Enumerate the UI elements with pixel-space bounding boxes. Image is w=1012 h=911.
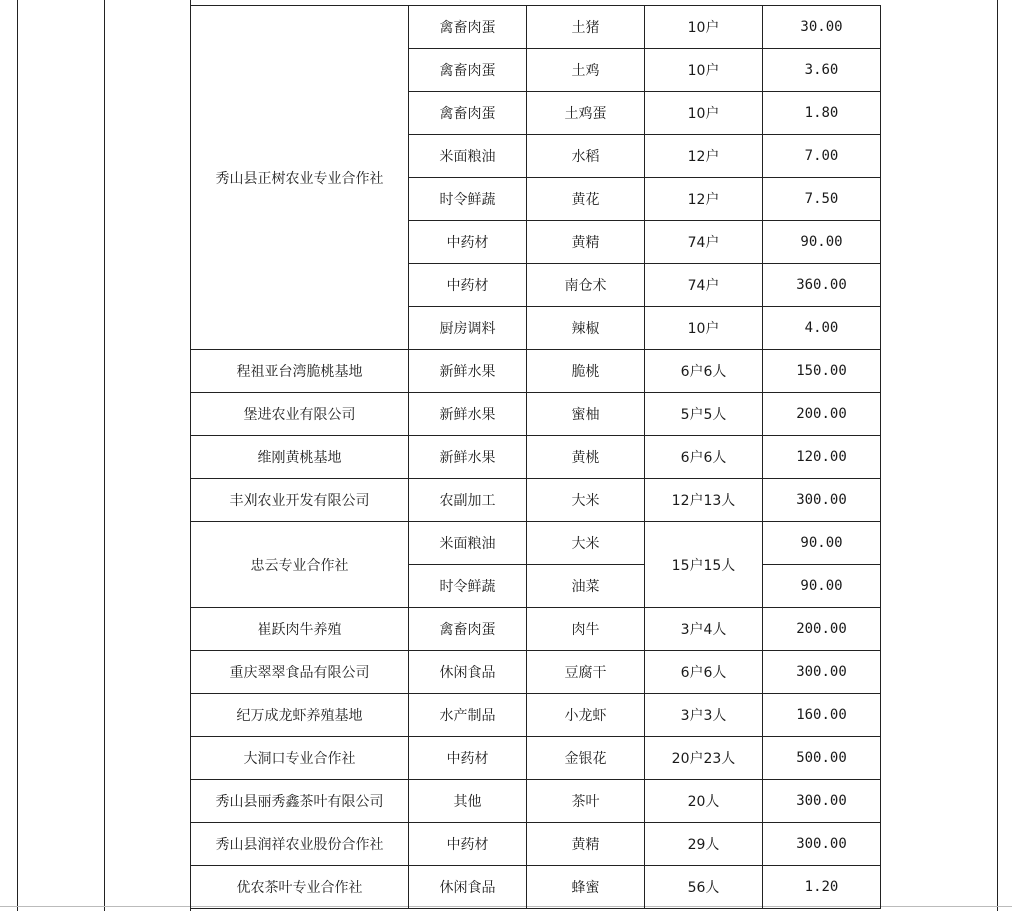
amount-cell: 1.20 [763,866,881,909]
households-cell: 6户6人 [645,350,763,393]
amount-cell: 90.00 [763,565,881,608]
product-cell: 油菜 [527,565,645,608]
amount-cell: 200.00 [763,393,881,436]
amount-cell: 7.50 [763,178,881,221]
table-row [191,436,881,479]
households-cell: 10户 [645,92,763,135]
amount-cell: 120.00 [763,436,881,479]
product-cell: 蜜柚 [527,393,645,436]
product-cell: 金银花 [527,737,645,780]
category-cell: 新鲜水果 [409,393,527,436]
product-cell: 南仓术 [527,264,645,307]
product-cell: 黄精 [527,823,645,866]
column-divider-1 [104,0,105,911]
product-cell: 黄桃 [527,436,645,479]
households-cell: 3户3人 [645,694,763,737]
amount-cell: 7.00 [763,135,881,178]
enterprise-name-cell: 纪万成龙虾养殖基地 [191,694,409,737]
product-cell: 豆腐干 [527,651,645,694]
product-cell: 脆桃 [527,350,645,393]
category-cell: 中药材 [409,221,527,264]
amount-cell: 360.00 [763,264,881,307]
table-row [191,823,881,866]
households-cell: 74户 [645,264,763,307]
households-cell: 10户 [645,6,763,49]
enterprise-product-table [190,5,881,909]
category-cell: 厨房调料 [409,307,527,350]
category-cell: 中药材 [409,264,527,307]
households-cell: 12户 [645,135,763,178]
category-cell: 休闲食品 [409,866,527,909]
category-cell: 农副加工 [409,479,527,522]
enterprise-name-cell: 大洞口专业合作社 [191,737,409,780]
product-cell: 肉牛 [527,608,645,651]
product-cell: 水稻 [527,135,645,178]
table-row [191,6,881,49]
product-cell: 黄精 [527,221,645,264]
category-cell: 水产制品 [409,694,527,737]
category-cell: 禽畜肉蛋 [409,6,527,49]
amount-cell: 300.00 [763,651,881,694]
product-cell: 大米 [527,522,645,565]
amount-cell: 160.00 [763,694,881,737]
enterprise-name-cell: 程祖亚台湾脆桃基地 [191,350,409,393]
enterprise-name-cell: 维刚黄桃基地 [191,436,409,479]
amount-cell: 150.00 [763,350,881,393]
category-cell: 米面粮油 [409,522,527,565]
table-row [191,522,881,565]
product-cell: 辣椒 [527,307,645,350]
households-cell: 20人 [645,780,763,823]
product-cell: 大米 [527,479,645,522]
enterprise-name-cell: 丰刈农业开发有限公司 [191,479,409,522]
table-row [191,651,881,694]
households-cell: 6户6人 [645,436,763,479]
households-cell: 6户6人 [645,651,763,694]
category-cell: 禽畜肉蛋 [409,92,527,135]
households-cell: 12户 [645,178,763,221]
category-cell: 时令鲜蔬 [409,565,527,608]
amount-cell: 1.80 [763,92,881,135]
category-cell: 中药材 [409,823,527,866]
enterprise-name-cell: 重庆翠翠食品有限公司 [191,651,409,694]
amount-cell: 300.00 [763,823,881,866]
households-cell: 29人 [645,823,763,866]
product-cell: 土鸡蛋 [527,92,645,135]
households-cell: 3户4人 [645,608,763,651]
table-row [191,780,881,823]
category-cell: 中药材 [409,737,527,780]
table-row [191,608,881,651]
category-cell: 禽畜肉蛋 [409,608,527,651]
households-cell: 74户 [645,221,763,264]
category-cell: 米面粮油 [409,135,527,178]
table-row [191,350,881,393]
category-cell: 其他 [409,780,527,823]
enterprise-name-cell: 优农茶叶专业合作社 [191,866,409,909]
frame-left-line [17,0,18,911]
product-cell: 茶叶 [527,780,645,823]
amount-cell: 4.00 [763,307,881,350]
households-cell: 20户23人 [645,737,763,780]
enterprise-name-cell: 秀山县丽秀鑫茶叶有限公司 [191,780,409,823]
households-cell: 12户13人 [645,479,763,522]
enterprise-name-cell: 忠云专业合作社 [191,522,409,608]
product-cell: 小龙虾 [527,694,645,737]
households-cell: 56人 [645,866,763,909]
frame-right-line [997,0,998,911]
category-cell: 休闲食品 [409,651,527,694]
amount-cell: 30.00 [763,6,881,49]
product-cell: 黄花 [527,178,645,221]
households-cell: 10户 [645,49,763,92]
product-cell: 土猪 [527,6,645,49]
category-cell: 时令鲜蔬 [409,178,527,221]
category-cell: 禽畜肉蛋 [409,49,527,92]
category-cell: 新鲜水果 [409,350,527,393]
table-row [191,479,881,522]
households-cell: 15户15人 [645,522,763,608]
amount-cell: 3.60 [763,49,881,92]
category-cell: 新鲜水果 [409,436,527,479]
enterprise-name-cell: 崔跃肉牛养殖 [191,608,409,651]
amount-cell: 90.00 [763,221,881,264]
enterprise-name-cell: 堡进农业有限公司 [191,393,409,436]
enterprise-name-cell: 秀山县润祥农业股份合作社 [191,823,409,866]
enterprise-name-cell: 秀山县正树农业专业合作社 [191,6,409,350]
table-row [191,737,881,780]
table-row [191,694,881,737]
table-row [191,866,881,909]
households-cell: 5户5人 [645,393,763,436]
amount-cell: 300.00 [763,780,881,823]
product-cell: 蜂蜜 [527,866,645,909]
table-row [191,393,881,436]
amount-cell: 90.00 [763,522,881,565]
amount-cell: 500.00 [763,737,881,780]
amount-cell: 300.00 [763,479,881,522]
product-cell: 土鸡 [527,49,645,92]
amount-cell: 200.00 [763,608,881,651]
households-cell: 10户 [645,307,763,350]
